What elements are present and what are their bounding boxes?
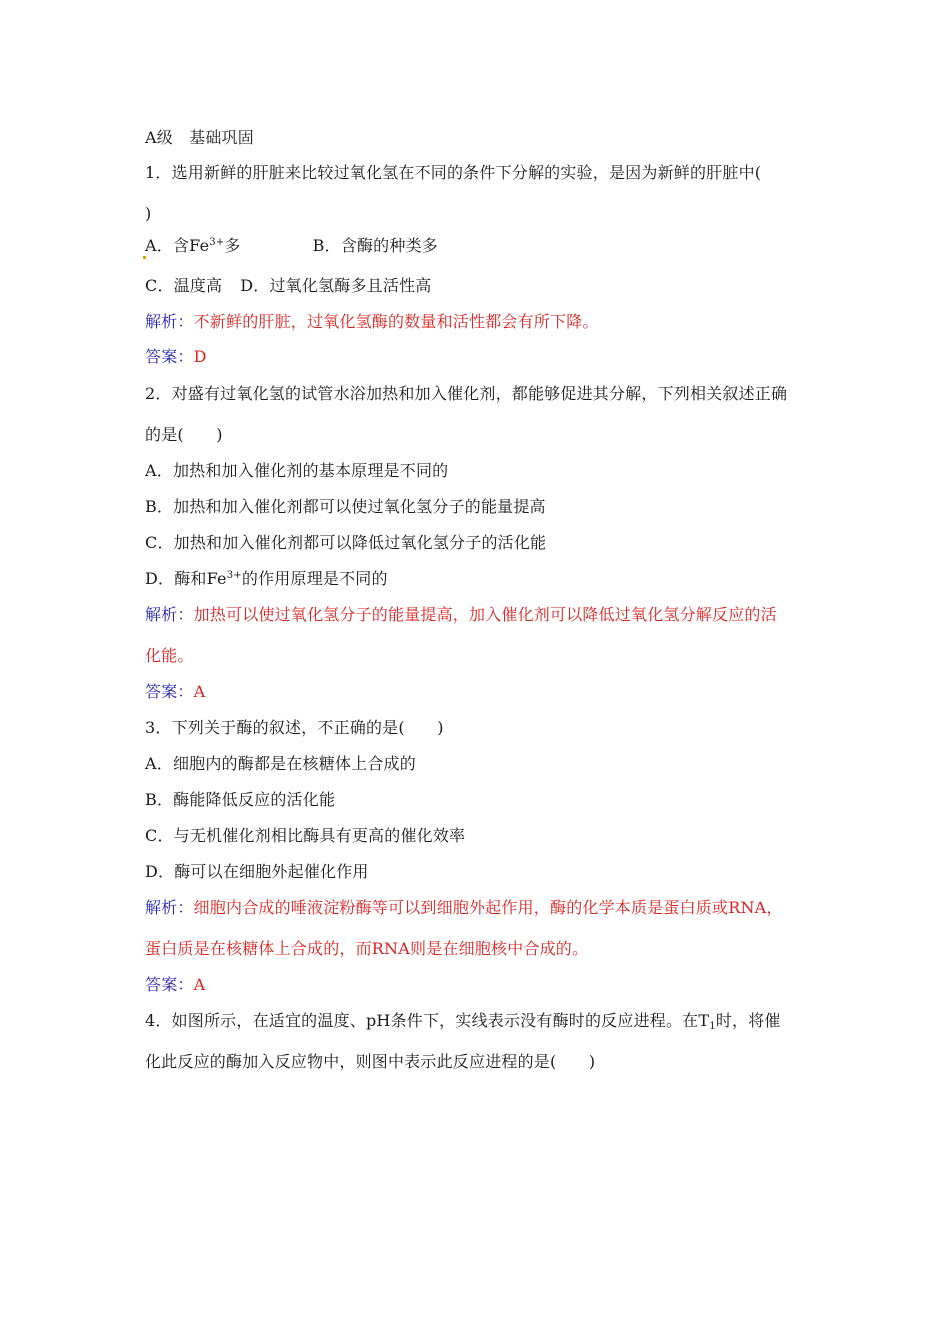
q2-stem: 2．对盛有过氧化氢的试管水浴加热和加入催化剂，都能够促进其分解，下列相关叙述正确	[145, 384, 788, 403]
answer-value: A	[193, 975, 206, 994]
answer-value: A	[193, 682, 206, 701]
q3-stem: 3．下列关于酶的叙述，不正确的是( )	[145, 718, 444, 737]
analysis-label: 解析：	[145, 605, 194, 624]
q3-option-a: A．细胞内的酶都是在核糖体上合成的	[145, 754, 416, 773]
q3-option-c: C．与无机催化剂相比酶具有更高的催化效率	[145, 826, 466, 845]
analysis-text: 不新鲜的肝脏，过氧化氢酶的数量和活性都会有所下降。	[193, 312, 599, 331]
q3-analysis	[145, 898, 783, 918]
q2-stem-cont: 的是( )	[145, 425, 223, 444]
analysis-label: 解析：	[145, 312, 194, 331]
q1-options-ab	[145, 236, 438, 256]
q2-option-b: B．加热和加入催化剂都可以使过氧化氢分子的能量提高	[145, 497, 546, 516]
analysis-label: 解析：	[145, 898, 194, 917]
q1-options-cd	[145, 276, 431, 296]
answer-label: 答案：	[145, 347, 194, 366]
q1-option-a: A．含$Fe^{3+}$多	[145, 236, 241, 255]
q4-stem: 4．如图所示，在适宜的温度、pH条件下，实线表示没有酶时的反应进程。在$T_1$时，将催	[145, 1011, 781, 1032]
analysis-text: 细胞内合成的唾液淀粉酶等可以到细胞外起作用，酶的化学本质是蛋白质或RNA，	[193, 898, 783, 917]
q3-analysis-cont: 蛋白质是在核糖体上合成的，而RNA则是在细胞核中合成的。	[145, 939, 589, 958]
answer-value: D	[193, 347, 207, 366]
section-title: A级 基础巩固	[145, 128, 254, 147]
q2-option-c: C．加热和加入催化剂都可以降低过氧化氢分子的活化能	[145, 533, 547, 552]
q1-answer	[145, 347, 207, 367]
q3-answer	[145, 975, 205, 995]
q2-option-d: D．酶和$Fe^{3+}$的作用原理是不同的	[145, 569, 388, 588]
q1-stem-cont: )	[145, 204, 152, 223]
q2-analysis-cont: 化能。	[145, 646, 194, 665]
text-cursor-marker	[143, 256, 146, 259]
q1-stem: 1．选用新鲜的肝脏来比较过氧化氢在不同的条件下分解的实验，是因为新鲜的肝脏中(	[145, 163, 762, 182]
answer-label: 答案：	[145, 975, 194, 994]
q1-option-d: D．过氧化氢酶多且活性高	[240, 276, 432, 295]
q4-stem-cont: 化此反应的酶加入反应物中，则图中表示此反应进程的是( )	[145, 1052, 596, 1071]
q1-option-b: B．含酶的种类多	[312, 236, 438, 255]
q3-option-d: D．酶可以在细胞外起催化作用	[145, 862, 369, 881]
q2-analysis	[145, 605, 777, 625]
answer-label: 答案：	[145, 682, 194, 701]
q2-option-a: A．加热和加入催化剂的基本原理是不同的	[145, 461, 449, 480]
q3-option-b: B．酶能降低反应的活化能	[145, 790, 336, 809]
q2-answer	[145, 682, 205, 702]
q1-analysis	[145, 312, 599, 332]
q1-option-c: C．温度高	[145, 276, 223, 295]
analysis-text: 加热可以使过氧化氢分子的能量提高，加入催化剂可以降低过氧化氢分解反应的活	[193, 605, 777, 624]
